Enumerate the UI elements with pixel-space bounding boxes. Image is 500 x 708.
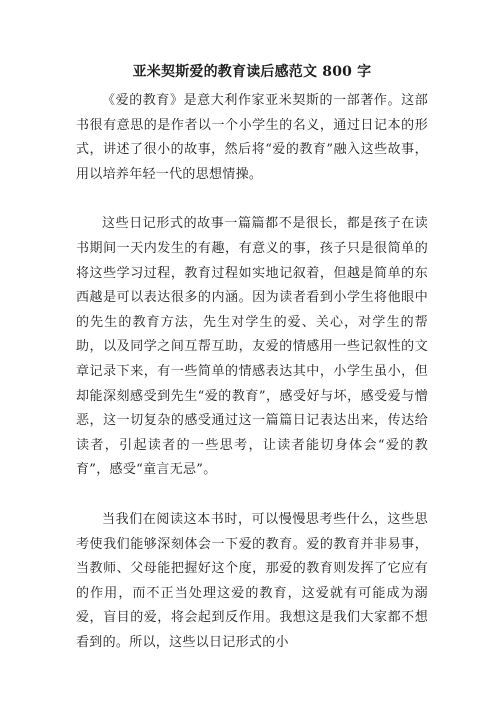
paragraph-2: 这些日记形式的故事一篇篇都不是很长，都是孩子在读书期间一天内发生的有趣，有意义的事，孩子只是很简单的将这些学习过程，教育过程如实地记叙着，但越是简单的东西越是可以表达很多的内涵。因为读者看到小学生将他眼中的先生的教育方法，先生对学生的爱、关心，对学生的帮助，以及同学之间互帮互助，友爱的情感用一些记叙性的文章记录下来，有一些简单的情感表达其中，小学生虽小，但却能深刻感受到先生“爱的教育”，感受好与坏，感受爱与憎恶，这一切复杂的感受通过这一篇篇日记表达出来，传达给读者，引起读者的一些思考，让读者能切身体会“爱的教育”，感受“童言无忌”。 xyxy=(76,216,428,478)
paragraph-3: 当我们在阅读这本书时，可以慢慢思考些什么，这些思考使我们能够深刻体会一下爱的教育。爱的教育并非易事，当教师、父母能把握好这个度，那爱的教育则发挥了它应有的作用，而不正当处理这爱的教育，这爱就有可能成为溺爱，盲目的爱，将会起到反作用。我想这是我们大家都不想看到的。所以，这些以日记形式的小 xyxy=(76,511,428,650)
document-title: 亚米契斯爱的教育读后感范文 800 字 xyxy=(132,64,372,80)
paragraph-spacer xyxy=(76,187,428,212)
paragraph-spacer xyxy=(76,483,428,508)
paragraph-1: 《爱的教育》是意大利作家亚米契斯的一部著作。这部书很有意思的是作者以一个小学生的名义，通过日记本的形式，讲述了很小的故事，然后将“爱的教育”融入这些故事，用以培养年轻一代的思想情操。 xyxy=(76,93,428,182)
